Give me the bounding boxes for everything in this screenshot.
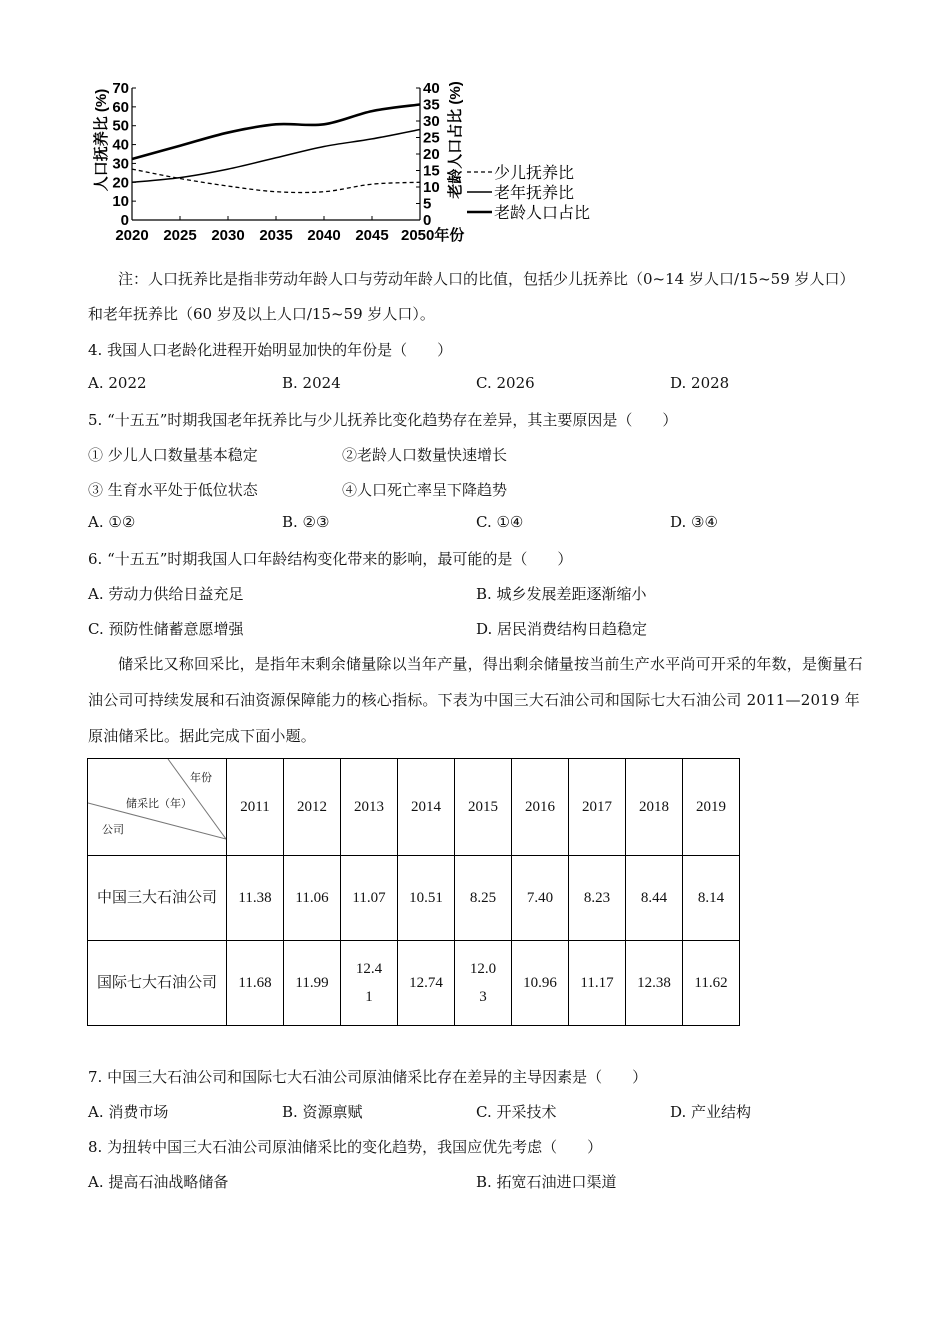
value-cell: 11.07 (341, 856, 398, 941)
table-row (88, 941, 740, 1026)
question-7-option-c[interactable]: C. 开采技术 (476, 1103, 557, 1121)
year-header: 2011 (227, 759, 284, 856)
x-tick-label: 2045 (355, 227, 389, 244)
x-tick-label: 2040 (307, 227, 341, 244)
y-tick-label-right: 20 (423, 146, 440, 163)
value-cell: 10.51 (398, 856, 455, 941)
year-header: 2014 (398, 759, 455, 856)
question-6-option-c[interactable]: C. 预防性储蓄意愿增强 (88, 620, 244, 638)
y-tick-label-right: 25 (423, 129, 440, 147)
x-tick-label: 2020 (115, 227, 149, 244)
table-header-row (88, 759, 740, 856)
y-tick-label-right: 5 (423, 195, 432, 213)
x-tick-label: 2030 (211, 227, 245, 244)
question-4-option-b[interactable]: B. 2024 (282, 374, 341, 392)
question-4-stem: 4. 我国人口老龄化进程开始明显加快的年份是（ ） (88, 341, 453, 359)
value-cell: 11.62 (683, 941, 740, 1026)
y-tick-label-left: 50 (112, 117, 129, 135)
question-4-option-a[interactable]: A. 2022 (88, 374, 147, 392)
question-6-stem: 6. “十五五”时期我国人口年龄结构变化带来的影响，最可能的是（ ） (88, 550, 573, 568)
question-5-statement-2: ②老龄人口数量快速增长 (342, 446, 508, 464)
oil-intro-paragraph: 储采比又称回采比，是指年末剩余储量除以当年产量，得出剩余储量按当前生产水平尚可开采的年数，是衡量石油公司可持续发展和石油资源保障能力的核心指标。下表为中国三大石油公司和国际七大石油公司 2011—2019 年原油储采比。据此完成下面小题。 (88, 655, 863, 745)
value-cell: 12.41 (341, 941, 398, 1026)
corner-ratio-label: 储采比（年） (126, 798, 192, 810)
value-cell: 11.99 (284, 941, 341, 1026)
series-line-3 (132, 105, 420, 159)
table-corner-cell (88, 759, 227, 856)
series-line-2 (132, 129, 420, 182)
y-tick-label-right: 0 (423, 212, 432, 229)
question-8-option-b[interactable]: B. 拓宽石油进口渠道 (476, 1173, 617, 1191)
value-cell: 11.38 (227, 856, 284, 941)
y-tick-label-right: 35 (423, 96, 440, 114)
question-6-option-a[interactable]: A. 劳动力供给日益充足 (88, 585, 244, 603)
value-cell: 8.25 (455, 856, 512, 941)
chart-note: 注：人口抚养比是指非劳动年龄人口与劳动年龄人口的比值，包括少儿抚养比（0~14 岁人口/15~59 岁人口）和老年抚养比（60 岁及以上人口/15~59 岁人口）。 (88, 270, 855, 323)
question-5-stem: 5. “十五五”时期我国老年抚养比与少儿抚养比变化趋势存在差异，其主要原因是（ ） (88, 411, 678, 429)
legend-label: 少儿抚养比 (494, 163, 575, 182)
value-cell: 11.17 (569, 941, 626, 1026)
oil-ratio-table (87, 758, 740, 1026)
year-header: 2013 (341, 759, 398, 856)
question-5-statement-1: ① 少儿人口数量基本稳定 (88, 446, 258, 464)
value-cell: 11.68 (227, 941, 284, 1026)
y-tick-label-left: 30 (112, 155, 129, 173)
question-6-option-b[interactable]: B. 城乡发展差距逐渐缩小 (476, 585, 647, 603)
table-row (88, 856, 740, 941)
question-4-option-c[interactable]: C. 2026 (476, 374, 535, 392)
chart-axes (132, 88, 420, 220)
population-chart (80, 70, 620, 250)
x-tick-label: 2025 (163, 227, 197, 244)
y-tick-label-left: 20 (112, 174, 129, 192)
chart-lines (132, 105, 420, 193)
year-header: 2018 (626, 759, 683, 856)
corner-company-label: 公司 (102, 824, 124, 836)
question-7-option-d[interactable]: D. 产业结构 (670, 1103, 752, 1121)
question-6-option-d[interactable]: D. 居民消费结构日趋稳定 (476, 620, 648, 638)
value-cell: 12.03 (455, 941, 512, 1026)
year-header: 2012 (284, 759, 341, 856)
question-4-option-d[interactable]: D. 2028 (670, 374, 730, 392)
y-tick-label-right: 30 (423, 113, 440, 130)
value-cell: 7.40 (512, 856, 569, 941)
year-header: 2019 (683, 759, 740, 856)
series-line-1 (132, 169, 420, 192)
y-tick-label-left: 10 (112, 193, 129, 211)
question-8-option-a[interactable]: A. 提高石油战略储备 (88, 1173, 229, 1191)
value-cell: 11.06 (284, 856, 341, 941)
legend-label: 老龄人口占比 (494, 203, 591, 222)
company-cell: 中国三大石油公司 (88, 856, 227, 941)
y-tick-label-right: 15 (423, 162, 440, 180)
x-tick-label: 2050年份 (401, 227, 465, 244)
question-5-option-c[interactable]: C. ①④ (476, 513, 524, 531)
year-header: 2017 (569, 759, 626, 856)
corner-year-label: 年份 (190, 772, 212, 784)
value-cell: 8.14 (683, 856, 740, 941)
y-tick-label-left: 70 (112, 80, 129, 97)
value-cell: 12.74 (398, 941, 455, 1026)
y-axis-label-right: 老龄人口占比 (%) (447, 81, 464, 199)
y-axis-label-left: 人口抚养比 (%) (93, 88, 110, 192)
value-cell: 8.44 (626, 856, 683, 941)
question-5-option-b[interactable]: B. ②③ (282, 513, 330, 531)
value-cell: 12.38 (626, 941, 683, 1026)
y-tick-label-left: 0 (120, 212, 129, 229)
question-5-statement-4: ④人口死亡率呈下降趋势 (342, 481, 508, 499)
question-7-option-b[interactable]: B. 资源禀赋 (282, 1103, 363, 1121)
legend-label: 老年抚养比 (494, 183, 575, 202)
question-8-stem: 8. 为扭转中国三大石油公司原油储采比的变化趋势，我国应优先考虑（ ） (88, 1138, 603, 1156)
year-header: 2016 (512, 759, 569, 856)
chart-legend (467, 163, 590, 222)
y-tick-label-left: 60 (112, 98, 129, 116)
question-5-option-a[interactable]: A. ①② (88, 513, 136, 531)
y-tick-label-right: 40 (423, 80, 440, 97)
company-cell: 国际七大石油公司 (88, 941, 227, 1026)
value-cell: 10.96 (512, 941, 569, 1026)
question-5-option-d[interactable]: D. ③④ (670, 513, 718, 531)
y-tick-label-right: 10 (423, 179, 440, 196)
question-5-statement-3: ③ 生育水平处于低位状态 (88, 481, 258, 499)
question-7-option-a[interactable]: A. 消费市场 (88, 1103, 169, 1121)
y-tick-label-left: 40 (112, 136, 129, 154)
x-tick-label: 2035 (259, 227, 293, 244)
year-header: 2015 (455, 759, 512, 856)
question-7-stem: 7. 中国三大石油公司和国际七大石油公司原油储采比存在差异的主导因素是（ ） (88, 1068, 648, 1086)
value-cell: 8.23 (569, 856, 626, 941)
